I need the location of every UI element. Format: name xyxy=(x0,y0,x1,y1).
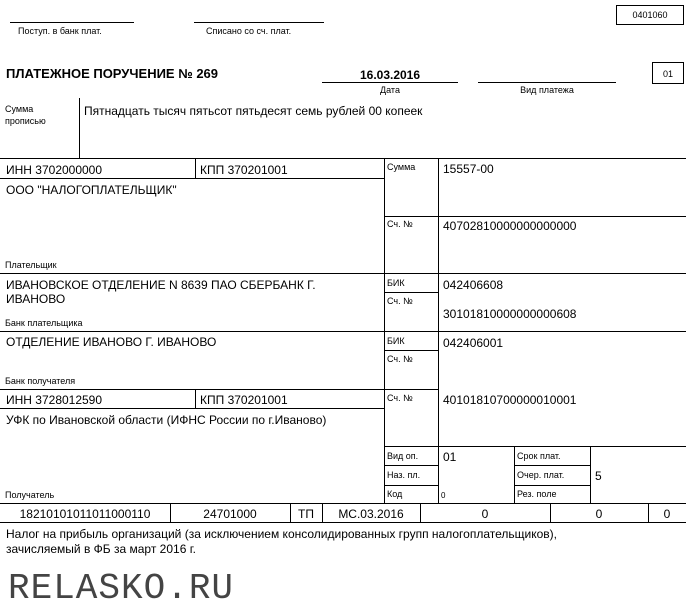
payer-bank-bik-label: БИК xyxy=(387,278,405,288)
grid-line xyxy=(0,522,686,523)
payee-bank-account-label: Сч. № xyxy=(387,354,413,364)
payer-account-label: Сч. № xyxy=(387,219,413,229)
purpose-line-2: зачисляемый в ФБ за март 2016 г. xyxy=(6,542,196,556)
res-label: Рез. поле xyxy=(517,489,557,499)
payer-account: 40702810000000000000 xyxy=(443,219,577,233)
kbk-value: 18210101011011000110 xyxy=(19,507,151,521)
payer-label: Плательщик xyxy=(5,260,57,270)
debited-label: Списано со сч. плат. xyxy=(206,26,292,36)
received-label: Поступ. в банк плат. xyxy=(18,26,102,36)
grid-line xyxy=(0,273,686,274)
grid-line xyxy=(384,446,686,447)
naz-pl-label: Наз. пл. xyxy=(387,470,421,480)
payee-bank-name: ОТДЕЛЕНИЕ ИВАНОВО Г. ИВАНОВО xyxy=(6,335,217,349)
grid-line xyxy=(195,158,196,178)
srok-label: Срок плат. xyxy=(517,451,561,461)
grid-line xyxy=(384,465,438,466)
amount-words-label-2: прописью xyxy=(5,116,46,126)
grid-line xyxy=(384,350,438,351)
payee-name: УФК по Ивановской области (ИФНС России по г.Иваново) xyxy=(6,413,327,427)
amount-words-label-1: Сумма xyxy=(5,104,34,114)
grid-line xyxy=(384,485,438,486)
payment-type-label: Вид платежа xyxy=(520,85,574,95)
vid-op-label: Вид оп. xyxy=(387,451,419,461)
status-code-box: 01 xyxy=(652,62,684,84)
sum-value: 15557-00 xyxy=(443,162,494,176)
grid-line xyxy=(438,273,439,503)
payer-inn: ИНН 3702000000 xyxy=(6,163,103,177)
payee-label: Получатель xyxy=(5,490,55,500)
payee-account-label: Сч. № xyxy=(387,393,413,403)
payee-inn: ИНН 3728012590 xyxy=(6,393,103,407)
ocher-label: Очер. плат. xyxy=(517,470,565,480)
grid-line xyxy=(438,158,439,216)
payer-bank-name-1: ИВАНОВСКОЕ ОТДЕЛЕНИЕ N 8639 ПАО СБЕРБАНК Г. xyxy=(6,278,316,292)
vid-op-value: 01 xyxy=(443,450,457,464)
grid-line xyxy=(195,389,196,408)
document-date: 16.03.2016 xyxy=(359,68,421,82)
payer-bank-bik: 042406608 xyxy=(443,278,504,292)
form-code-box: 0401060 xyxy=(616,5,684,25)
grid-line xyxy=(384,292,438,293)
payer-bank-account-label: Сч. № xyxy=(387,296,413,306)
doc-date-value: 0 xyxy=(595,507,603,521)
amount-words-value: Пятнадцать тысяч пятьсот пятьдесят семь рублей 00 копеек xyxy=(84,104,423,118)
amount-words-divider xyxy=(79,98,80,158)
period-value: МС.03.2016 xyxy=(338,507,404,521)
payer-bank-label: Банк плательщика xyxy=(5,318,83,328)
payer-bank-name-2: ИВАНОВО xyxy=(6,292,66,306)
watermark: RELASKO.RU xyxy=(8,568,235,609)
payee-bank-bik-label: БИК xyxy=(387,336,405,346)
grid-line xyxy=(0,503,686,504)
document-title: ПЛАТЕЖНОЕ ПОРУЧЕНИЕ № 269 xyxy=(6,66,219,81)
grid-line xyxy=(514,446,515,503)
payment-type-line xyxy=(478,82,616,83)
grid-line xyxy=(0,158,686,159)
grid-line xyxy=(384,216,686,217)
kod-value: 0 xyxy=(441,491,446,500)
grid-line xyxy=(0,178,384,179)
kod-label: Код xyxy=(387,489,403,499)
date-line xyxy=(322,82,458,83)
payee-account: 40101810700000010001 xyxy=(443,393,577,407)
grid-line xyxy=(514,485,590,486)
doc-num-value: 0 xyxy=(481,507,489,521)
date-label: Дата xyxy=(380,85,400,95)
grid-line xyxy=(0,331,686,332)
payee-bank-label: Банк получателя xyxy=(5,376,76,386)
grid-line xyxy=(514,465,590,466)
sum-label: Сумма xyxy=(387,162,416,172)
ocher-value: 5 xyxy=(595,469,602,483)
debited-line xyxy=(194,22,324,23)
payee-kpp: КПП 370201001 xyxy=(200,393,288,407)
received-line xyxy=(10,22,134,23)
grid-line xyxy=(384,158,385,503)
payee-bank-bik: 042406001 xyxy=(443,336,504,350)
grid-line xyxy=(438,216,439,273)
grid-line xyxy=(0,389,438,390)
payer-name: ООО "НАЛОГОПЛАТЕЛЬЩИК" xyxy=(6,183,177,197)
payer-bank-account: 30101810000000000608 xyxy=(443,307,577,321)
grid-line xyxy=(590,446,591,503)
type-value: 0 xyxy=(663,507,671,521)
basis-value: ТП xyxy=(298,507,314,521)
grid-line xyxy=(0,408,384,409)
oktmo-value: 24701000 xyxy=(203,507,257,521)
payer-kpp: КПП 370201001 xyxy=(200,163,288,177)
purpose-line-1: Налог на прибыль организаций (за исключением консолидированных групп налогоплательщиков), xyxy=(6,527,557,541)
